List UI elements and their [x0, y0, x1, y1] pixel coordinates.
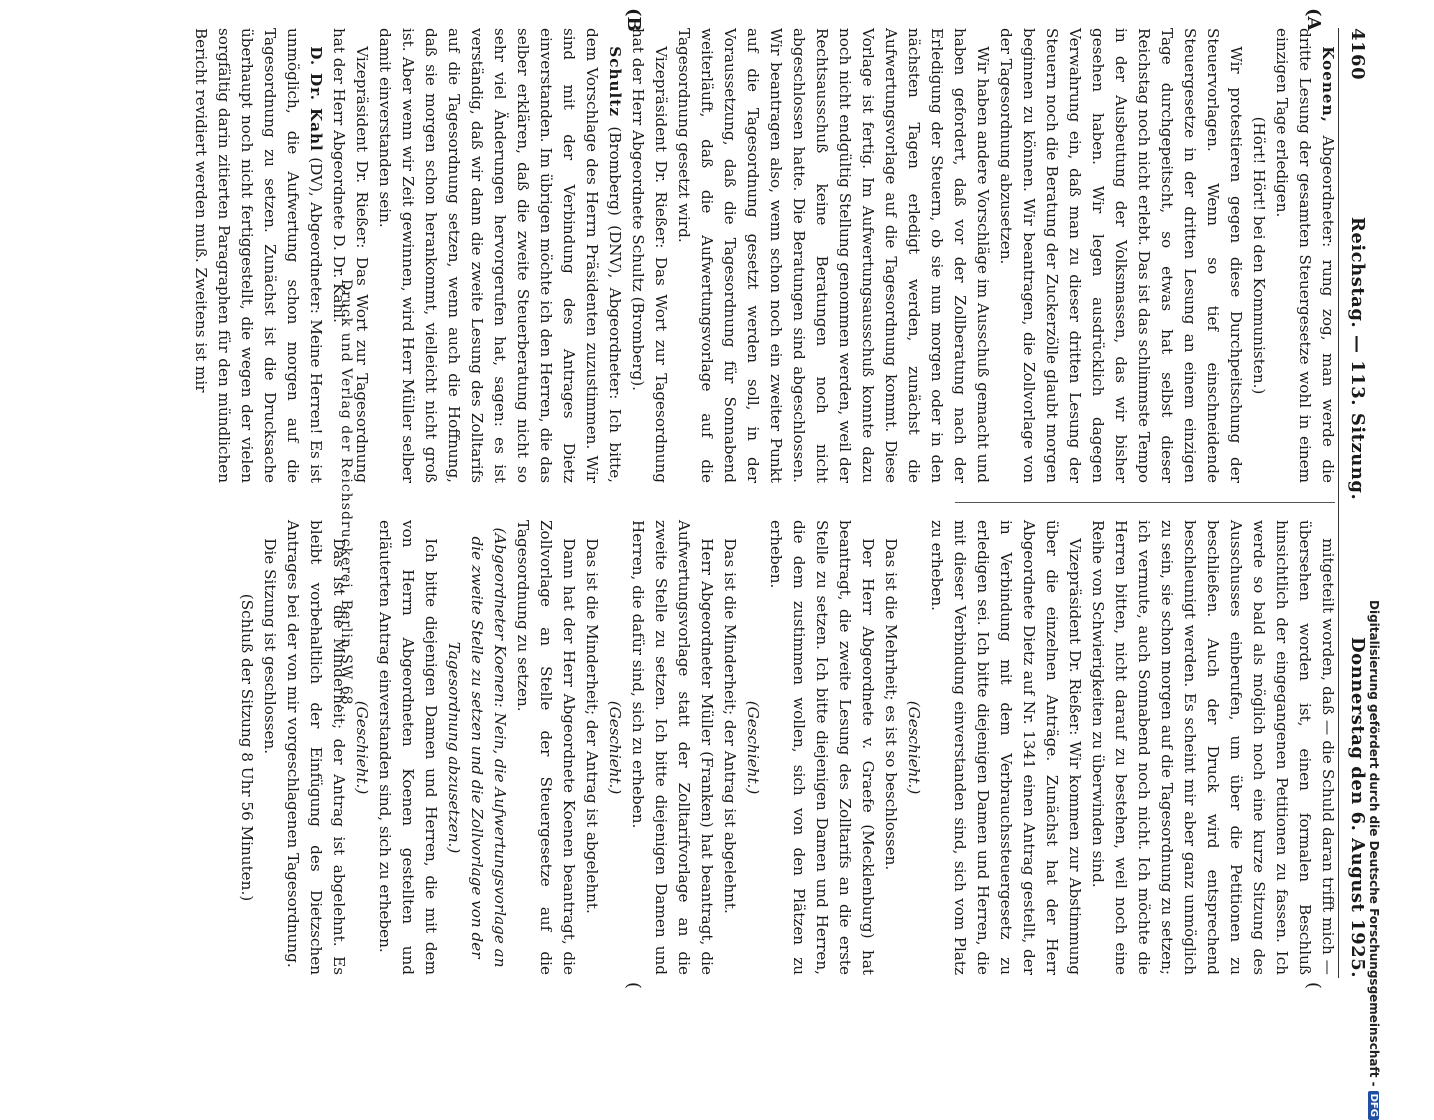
- paragraph: [258, 520, 281, 975]
- header-date: Donnerstag den 6. August 1925.: [1347, 637, 1369, 978]
- paragraph: [672, 28, 994, 483]
- presiding-officer: Vizepräsident Dr. Rießer:: [652, 46, 670, 249]
- paragraph: [580, 520, 603, 975]
- paragraph-text: Die Sitzung ist geschlossen.: [261, 538, 279, 755]
- column-divider: [955, 502, 1335, 503]
- digitization-credit: [1364, 600, 1384, 1117]
- paragraph: [511, 520, 580, 975]
- speaker-name: Koenen,: [1319, 46, 1337, 123]
- speaker-role: Abgeordneter:: [1319, 135, 1337, 248]
- paragraph-text: rung zog, man werde die dritte Lesung der gesamten Steuergesetze wohl in einem einzigen Tage erledigen.: [1273, 28, 1337, 483]
- stage-direction: (Geschieht.): [606, 700, 624, 795]
- paragraph-text: Wir haben andere Vorschläge im Ausschuß gemacht und haben gefordert, daß vor der Zollberatung nach der Erledigung der Steuern, ob sie nun morgen oder in den nächsten Tagen erledigt werden, zunächst die Aufwertungsvorlage auf die Tagesordnung kommt. Diese Vorlage ist fertig. Im Aufwertungsausschuß konnte dazu noch nicht endgültig Stellung genommen werden, weil der Rechtsausschuß keine Beratungen noch nicht abgeschlossen hatte. Die Beratungen sind abgeschlossen. Wir beantragen also, wenn schon noch ein zweiter Punkt auf die Tagesordnung gesetzt werden soll, in der Voraussetzung, daß die Tagesordnung für Sonnabend weiterläuft, daß die Aufwertungsvorlage auf die Tagesordnung gesetzt wird.: [675, 28, 992, 483]
- paragraph-text: Das ist die Mehrheit; es ist so beschlossen.: [882, 538, 900, 871]
- paragraph-text: Ich bitte diejenigen Damen und Herren, die mit dem von Herrn Abgeordneten Koenen gestellten und erläuterten Antrag einverstanden sind, sich zu erheben.: [376, 520, 440, 975]
- stage-direction: (Hört! Hört! bei den Kommunisten.): [1250, 116, 1268, 395]
- presiding-officer: Vizepräsident Dr. Rießer:: [1066, 538, 1084, 736]
- paragraph-text: Wir kommen zur Abstimmung über die einzelnen Anträge. Zunächst hat der Herr Abgeordnete Dietz auf Nr. 1341 einen Antrag gestellt, der in Verbindung mit dem Verbrauchssteuergesetz zu erledigen sei. Ich bitte diejenigen Damen und Herren, die mit dieser Verbindung einverstanden sind, sich vom Platz zu erheben.: [928, 520, 1084, 976]
- paragraph: [626, 28, 672, 483]
- margin-mark-a: (A: [1303, 8, 1324, 31]
- margin-mark-b: (B: [623, 8, 644, 32]
- rotated-page-content: [192, 0, 1375, 990]
- stage-direction: (Geschieht.): [905, 700, 923, 795]
- header-title: Reichstag. — 113. Sitzung.: [1347, 216, 1369, 501]
- paragraph: [879, 520, 902, 975]
- printer-footer: Druck und Verlag der Reichsdruckerei, Berlin SW 68.: [338, 279, 354, 711]
- speaker-name: D. Dr. Kahl: [307, 46, 325, 152]
- paragraph: [994, 28, 1247, 483]
- stage-direction: (Abgeordneter Koenen: Nein, die Aufwertungsvorlage an die zweite Stelle zu setzen und die Zollvorlage von der Tagesordnung abzusetzen.): [445, 527, 509, 968]
- margin-mark-c: (: [1303, 982, 1324, 990]
- paragraph-text: Das Wort zur Tagesordnung hat der Herr Abgeordnete Schultz (Bromberg).: [629, 28, 670, 484]
- left-column: [189, 28, 1339, 483]
- paragraph-text: Ich bitte, dem Vorschlage des Herrn Präsidenten zuzustimmen. Wir sind mit der Verbindung des Antrages Dietz einverstanden. Im übrigen möchte ich den Herren, die das selber erklären, daß die zweite Steuerberatung nicht so sehr viel Änderungen hervorgerufen hat, sagen: es ist verständig, daß wir dann die zweite Lesung des Zolltarifs auf die Tagesordnung setzen, wenn auch die Hoffnung, daß sie morgen schon herankommt, vielleicht nicht groß ist. Aber wenn wir Zeit gewinnen, wird Herr Müller selber damit einverstanden sein.: [376, 28, 624, 484]
- paragraph: [626, 520, 718, 975]
- stage-direction: (Geschieht.): [744, 700, 762, 795]
- paragraph-text: Das ist die Minderheit; der Antrag ist abgelehnt.: [583, 538, 601, 914]
- speaker-role: (DV), Abgeordneter:: [307, 157, 325, 314]
- stage-direction: (Schluß der Sitzung 8 Uhr 56 Minuten.): [238, 593, 256, 902]
- presiding-officer: Vizepräsident Dr. Rießer:: [353, 46, 371, 249]
- paragraph-text: mitgeteilt worden, daß — die Schuld daran trifft mich — übersehen worden ist, einen formalen Beschluß hinsichtlich der eingegangenen Petitionen zu fassen. Ich werde so bald als möglich noch eine kurze Sitzung des Ausschusses einberufen, um über die Petitionen zu beschließen. Auch der Druck wird entsprechend beschleunigt werden. Es scheint mir aber ganz unmöglich zu sein, sie schon morgen auf die Tagesordnung zu setzen; ich vermute, auch Sonnabend noch nicht. Ich möchte die Herren bitten, nicht darauf zu bestehen, weil noch eine Reihe von Schwierigkeiten zu überwinden sind.: [1089, 520, 1337, 975]
- paragraph: [1086, 520, 1339, 975]
- paragraph: [189, 28, 327, 483]
- paragraph-text: Dann hat der Herr Abgeordnete Koenen beantragt, die Zollvorlage an Stelle der Steuergesetze auf die Tagesordnung zu setzen.: [514, 520, 578, 975]
- paragraph: [925, 520, 1086, 975]
- paragraph-text: Das Wort zur Tagesordnung hat der Herr Abgeordnete D. Dr. Kahl.: [330, 28, 371, 484]
- paragraph: [718, 520, 741, 975]
- paragraph-text: Meine Herren! Es ist unmöglich, die Aufwertung schon morgen auf die Tagesordnung zu setzen. Zunächst ist die Drucksache überhaupt noch nicht fertiggestellt, die wegen der vielen sorgfältig darin zitierten Paragraphen für den mündlichen Bericht revidiert werden muß. Zweitens ist mir: [192, 28, 325, 483]
- paragraph-text: Das ist die Minderheit; der Antrag ist abgelehnt.: [721, 538, 739, 914]
- dfg-logo: DFG: [1369, 1091, 1380, 1120]
- page-number: 4160: [1347, 28, 1369, 81]
- speaker-role: (Bromberg) (DNV), Abgeordneter:: [606, 126, 624, 400]
- paragraph: [764, 520, 879, 975]
- credit-text: Digitalisierung gefördert durch die Deutsche Forschungsgemeinschaft -: [1367, 600, 1381, 1087]
- margin-mark-d: (: [623, 982, 644, 990]
- paragraph: [1270, 28, 1339, 483]
- paragraph: [373, 520, 442, 975]
- paragraph-text: Wir protestieren gegen diese Durchpeitschung der Steuervorlagen. Wenn so tief einschneidende Steuergesetze in der dritten Lesung an einem einzigen Tage durchgepeitscht, so etwas hat selbst dieser Reichstag noch nicht erlebt. Das ist das schlimmste Tempo in der Ausbeutung der Volksmassen, das wir bisher gesehen haben. Wir legen ausdrücklich dagegen Verwahrung ein, daß man zu dieser dritten Lesung der Steuern noch die Beratung der Zuckerzölle glaubt morgen beginnen zu können. Wir beantragen, die Zollvorlage von der Tagesordnung abzusetzen.: [997, 28, 1245, 483]
- stage-direction: (Geschieht.): [353, 700, 371, 795]
- paragraph-text: Herr Abgeordneter Müller (Franken) hat beantragt, die Aufwertungsvorlage statt der Zolltarifvorlage an die zweite Stelle zu setzen. Ich bitte diejenigen Damen und Herren, die dafür sind, sich zu erheben.: [629, 520, 716, 975]
- paragraph-text: Der Herr Abgeordnete v. Graefe (Mecklenburg) hat beantragt, die zweite Lesung des Zolltarifs an die erste Stelle zu setzen. Ich bitte diejenigen Damen und Herren, die dem zustimmen wollen, sich von den Plätzen zu erheben.: [767, 520, 877, 975]
- paragraph: [373, 28, 626, 483]
- paragraph-text: Das ist die Minderheit; der Antrag ist abgelehnt. Es bleibt vorbehaltlich der Einfügung des Dietzschen Antrages bei der von mir vorgeschlagenen Tagesordnung.: [284, 520, 348, 975]
- right-column: [235, 520, 1339, 975]
- speaker-name: Schultz: [606, 46, 624, 117]
